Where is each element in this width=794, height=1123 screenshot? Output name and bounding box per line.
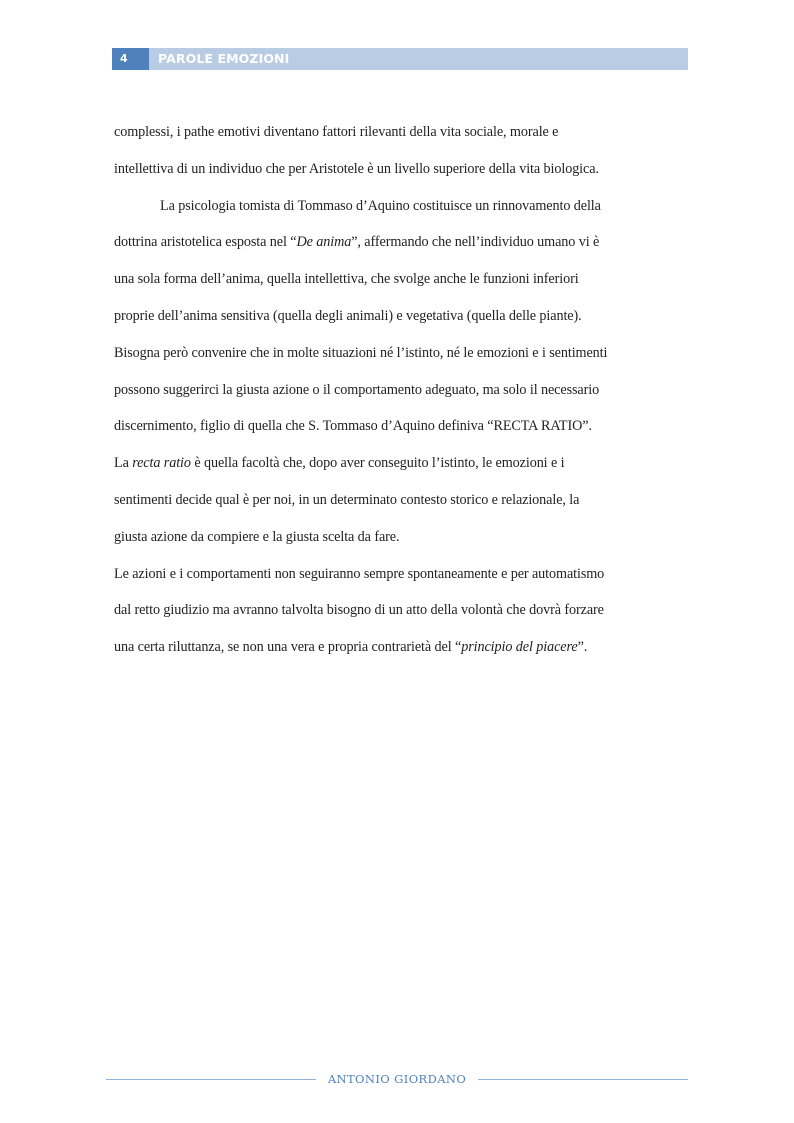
text-run: dottrina aristotelica esposta nel “	[114, 234, 297, 251]
footer-rule-right	[478, 1079, 688, 1080]
italic-title-de-anima: De anima	[296, 234, 352, 251]
footer-author: ANTONIO GIORDANO	[327, 1072, 467, 1086]
text-line: sentimenti decide qual è per noi, in un determinato contesto storico e relazionale, la	[114, 491, 580, 508]
text-line	[114, 629, 688, 666]
running-title: PAROLE EMOZIONI	[149, 48, 688, 70]
text-run: ”.	[577, 639, 588, 656]
text-line: intellettiva di un individuo che per Aristotele è un livello superiore della vita biologica.	[114, 160, 599, 177]
text-line	[114, 445, 688, 482]
text-run: La	[114, 455, 133, 472]
text-line: complessi, i pathe emotivi diventano fattori rilevanti della vita sociale, morale e	[114, 124, 559, 140]
italic-principio-del-piacere: principio del piacere	[461, 639, 578, 656]
text-run: una certa riluttanza, se non una vera e propria contrarietà del “	[114, 639, 462, 656]
text-line: discernimento, figlio di quella che S. Tommaso d’Aquino definiva “RECTA RATIO”.	[114, 418, 592, 435]
footer-rule-left	[106, 1079, 316, 1080]
text-line: Bisogna però convenire che in molte situazioni né l’istinto, né le emozioni e i sentimenti	[114, 344, 608, 361]
text-line: proprie dell’anima sensitiva (quella degli animali) e vegetativa (quella delle piante).	[114, 307, 582, 324]
text-line: giusta azione da compiere e la giusta scelta da fare.	[114, 528, 400, 545]
text-line: possono suggerirci la giusta azione o il comportamento adeguato, ma solo il necessario	[114, 381, 600, 398]
text-run: ”, affermando che nell’individuo umano vi è	[351, 234, 600, 251]
text-line	[114, 224, 688, 261]
italic-recta-ratio: recta ratio	[132, 455, 191, 472]
text-line: Le azioni e i comportamenti non seguiranno sempre spontaneamente e per automatismo	[114, 565, 605, 582]
text-run: è quella facoltà che, dopo aver conseguito l’istinto, le emozioni e i	[190, 455, 565, 472]
text-line: una sola forma dell’anima, quella intellettiva, che svolge anche le funzioni inferiori	[114, 271, 579, 288]
page-number: 4	[112, 48, 149, 70]
page-footer	[106, 1070, 688, 1088]
paragraph-start: La psicologia tomista di Tommaso d’Aquino costituisce un rinnovamento della	[160, 197, 601, 214]
body-text	[114, 114, 688, 666]
page-header	[112, 48, 688, 70]
text-line: dal retto giudizio ma avranno talvolta bisogno di un atto della volontà che dovrà forzare	[114, 602, 604, 619]
